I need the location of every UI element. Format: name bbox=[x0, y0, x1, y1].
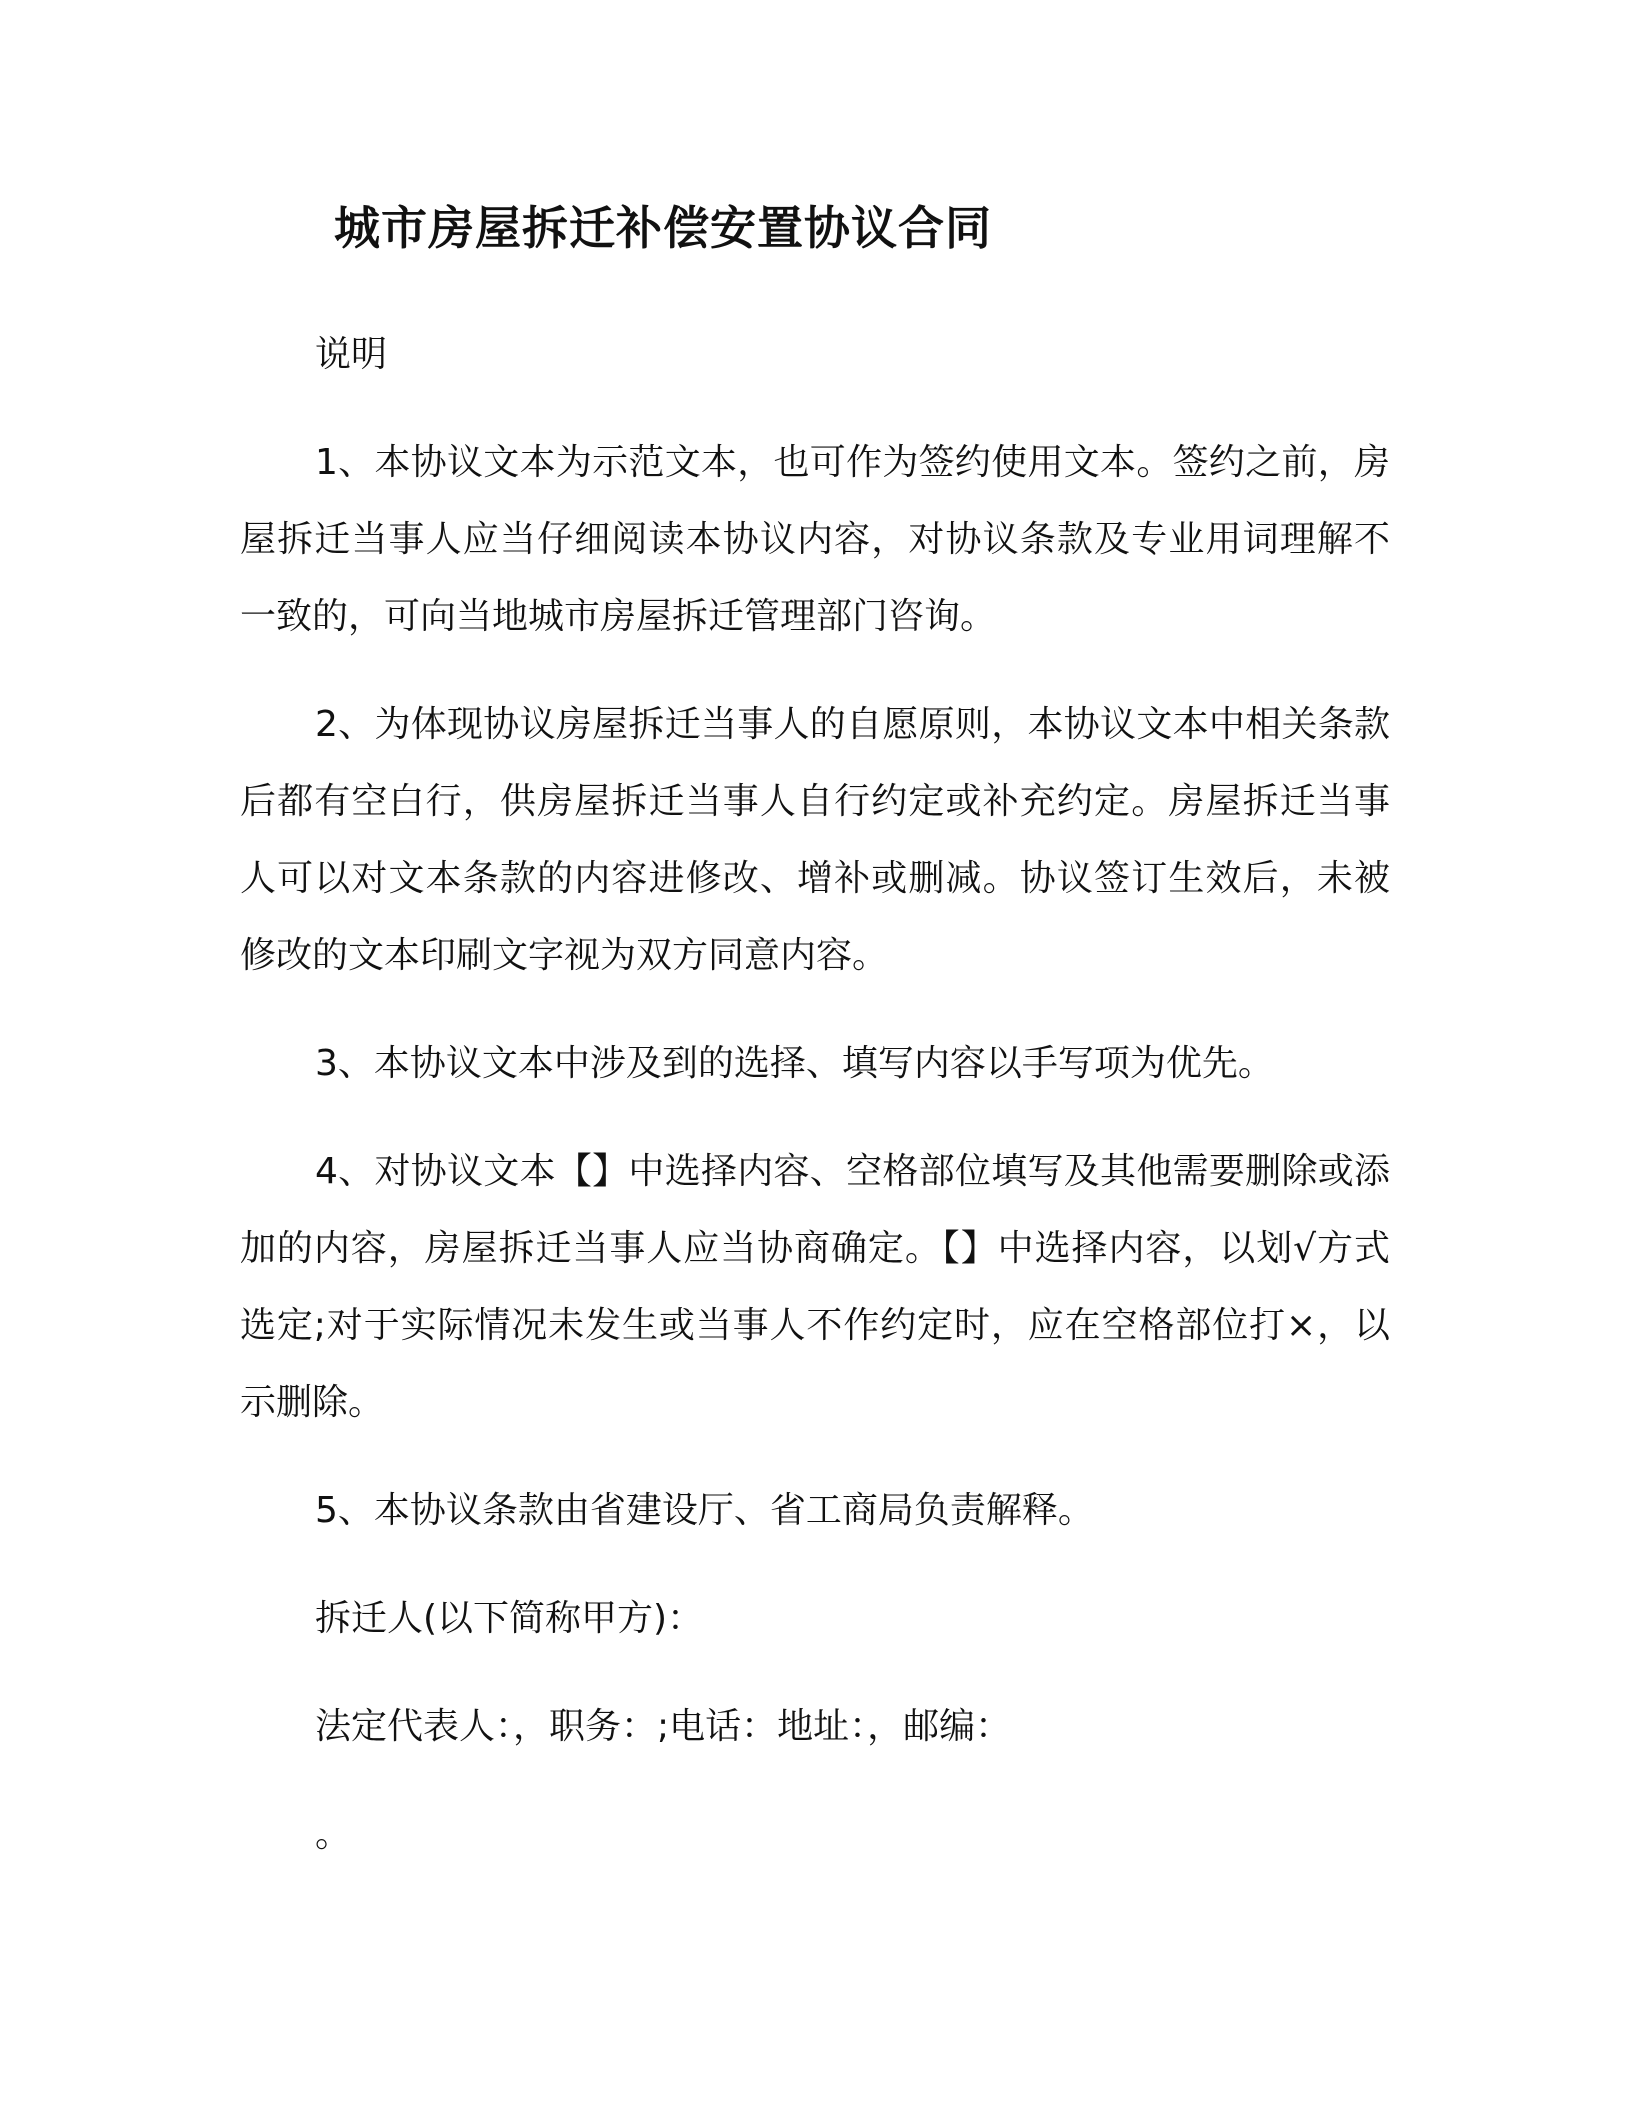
paragraph-3: 3、本协议文本中涉及到的选择、填写内容以手写项为优先。 bbox=[315, 1043, 1274, 1084]
paragraph-1: 1、本协议文本为示范文本，也可作为签约使用文本。签约之前，房屋拆迁当事人应当仔细阅读本协议内容，对协议条款及专业用词理解不一致的，可向当地城市房屋拆迁管理部门咨询。 bbox=[240, 442, 1390, 637]
party-a-details: 法定代表人：，职务：;电话：地址：，邮编： bbox=[315, 1706, 1012, 1747]
paragraph-4: 4、对协议文本【】中选择内容、空格部位填写及其他需要删除或添加的内容，房屋拆迁当事人应当协商确定。【】中选择内容，以划√方式选定;对于实际情况未发生或当事人不作约定时，应在空格部位打×，以示删除。 bbox=[240, 1151, 1390, 1423]
trailing-period: 。 bbox=[315, 1814, 352, 1855]
paragraph-2: 2、为体现协议房屋拆迁当事人的自愿原则，本协议文本中相关条款后都有空白行，供房屋拆迁当事人自行约定或补充约定。房屋拆迁当事人可以对文本条款的内容进修改、增补或删减。协议签订生效后，未被修改的文本印刷文字视为双方同意内容。 bbox=[240, 704, 1390, 976]
document-title: 城市房屋拆迁补偿安置协议合同 bbox=[334, 201, 992, 255]
paragraph-5: 5、本协议条款由省建设厅、省工商局负责解释。 bbox=[315, 1490, 1094, 1531]
document-body bbox=[240, 316, 1390, 1873]
party-a-label: 拆迁人(以下简称甲方)： bbox=[315, 1598, 704, 1639]
section-heading: 说明 bbox=[315, 334, 388, 375]
